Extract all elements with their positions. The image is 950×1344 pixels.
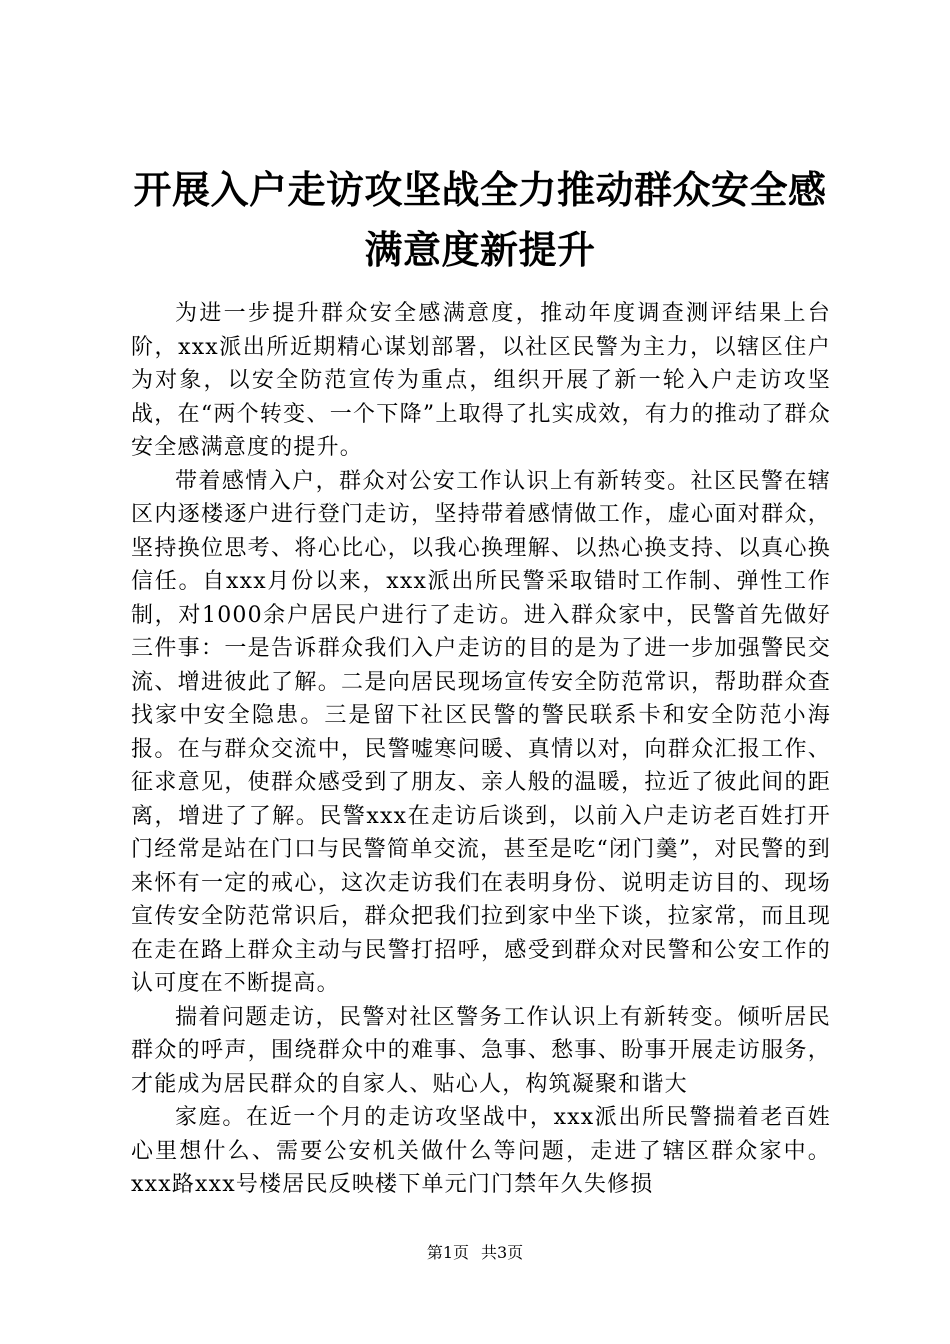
document-body	[131, 297, 831, 1202]
document-title: 开展入户走访攻坚战全力推动群众安全感满意度新提升	[133, 168, 827, 272]
page-total: 共3页	[481, 1243, 524, 1262]
page-number: 第1页	[426, 1243, 469, 1262]
page-footer	[0, 1242, 950, 1264]
paragraph-home-visits: 带着感情入户，群众对公安工作认识上有新转变。社区民警在辖区内逐楼逐户进行登门走访，坚持带着感情做工作，虚心面对群众，坚持换位思考、将心比心，以我心换理解、以热心换支持、以真心换信任。自xxx月份以来，xxx派出所民警采取错时工作制、弹性工作制，对1000余户居民户进行了走访。进入群众家中，民警首先做好三件事：一是告诉群众我们入户走访的目的是为了进一步加强警民交流、增进彼此了解。二是向居民现场宣传安全防范常识，帮助群众查找家中安全隐患。三是留下社区民警的警民联系卡和安全防范小海报。在与群众交流中，民警嘘寒问暖、真情以对，向群众汇报工作、征求意见，使群众感受到了朋友、亲人般的温暖，拉近了彼此间的距离，增进了了解。民警xxx在走访后谈到，以前入户走访老百姓打开门经常是站在门口与民警简单交流，甚至是吃“闭门羹”，对民警的到来怀有一定的戒心，这次走访我们在表明身份、说明走访目的、现场宣传安全防范常识后，群众把我们拉到家中坐下谈，拉家常，而且现在走在路上群众主动与民警打招呼，感受到群众对民警和公安工作的认可度在不断提高。	[131, 468, 831, 996]
paragraph-intro: 为进一步提升群众安全感满意度，推动年度调查测评结果上台阶，xxx派出所近期精心谋划部署，以社区民警为主力，以辖区住户为对象，以安全防范宣传为重点，组织开展了新一轮入户走访攻坚战，在“两个转变、一个下降”上取得了扎实成效，有力的推动了群众安全感满意度的提升。	[131, 301, 831, 460]
paragraph-continuation: 家庭。在近一个月的走访攻坚战中，xxx派出所民警揣着老百姓心里想什么、需要公安机关做什么等问题，走进了辖区群众家中。xxx路xxx号楼居民反映楼下单元门门禁年久失修损	[131, 1105, 831, 1197]
paragraph-problem-visits: 揣着问题走访，民警对社区警务工作认识上有新转变。倾听居民群众的呼声，围绕群众中的难事、急事、愁事、盼事开展走访服务，才能成为居民群众的自家人、贴心人，构筑凝聚和谐大	[131, 1004, 831, 1097]
